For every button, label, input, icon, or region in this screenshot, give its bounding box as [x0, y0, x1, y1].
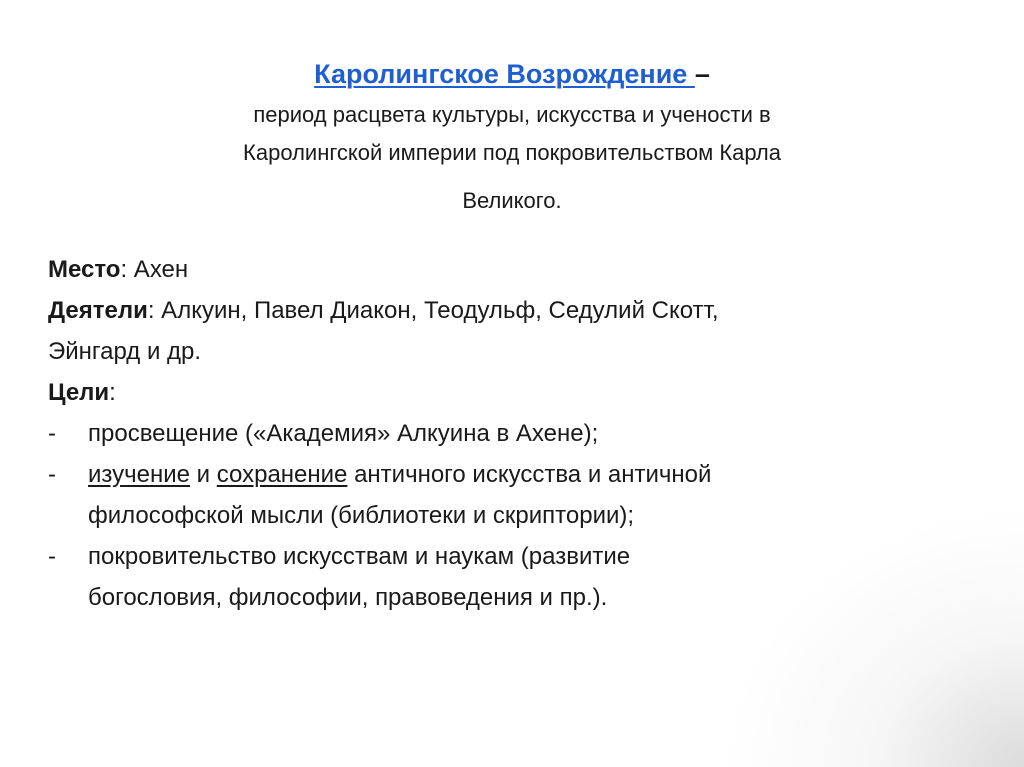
goals-label: Цели — [48, 379, 110, 406]
subtitle-line-3: Великого. — [462, 188, 562, 213]
goal-item-3-line-1: покровительство искусствам и наукам (развитие — [88, 543, 631, 570]
figures-row-cont — [48, 331, 948, 372]
goal-item-2-mid: и — [190, 461, 217, 488]
slide-body — [48, 249, 948, 618]
goal-item-2-underlined-study: изучение — [88, 461, 190, 488]
bullet-dash: - — [48, 420, 56, 447]
place-value: Ахен — [127, 256, 189, 283]
slide-header — [80, 54, 944, 220]
title-line — [80, 54, 944, 94]
goal-item-2-underlined-preserve: сохранение — [216, 461, 348, 488]
title-dash: – — [694, 59, 710, 89]
goal-item-2-text — [88, 454, 948, 536]
goal-item-1-text: просвещение («Академия» Алкуина в Ахене); — [88, 420, 599, 447]
bullet-dash: - — [48, 543, 56, 570]
figures-value-line-2: Эйнгард и др. — [48, 338, 202, 365]
subtitle-line-1: период расцвета культуры, искусства и учености в — [253, 102, 771, 127]
goal-item-2-line-1 — [88, 454, 948, 495]
goals-sep: : — [109, 379, 116, 406]
goal-item-3 — [48, 536, 948, 618]
figures-row — [48, 290, 948, 331]
subtitle — [80, 96, 944, 220]
bullet-dash: - — [48, 461, 56, 488]
goal-item-3-text — [88, 536, 948, 618]
goal-item-2 — [48, 454, 948, 536]
figures-sep: : — [147, 297, 155, 324]
goal-item-1 — [48, 413, 948, 454]
figures-label: Деятели — [48, 297, 148, 324]
place-label: Место — [48, 256, 121, 283]
goal-item-3-line-2: богословия, философии, правоведения и пр.). — [88, 584, 608, 611]
place-sep: : — [120, 256, 128, 283]
place-row — [48, 249, 948, 290]
goal-item-2-rest: античного искусства и античной — [347, 461, 712, 488]
goals-row — [48, 372, 948, 413]
figures-value-line-1: Алкуин, Павел Диакон, Теодульф, Седулий Скотт, — [154, 297, 719, 324]
title-link[interactable]: Каролингское Возрождение — [314, 59, 695, 89]
goal-item-2-line-2: философской мысли (библиотеки и скриптории); — [88, 502, 635, 529]
subtitle-line-2: Каролингской империи под покровительством Карла — [243, 140, 781, 165]
